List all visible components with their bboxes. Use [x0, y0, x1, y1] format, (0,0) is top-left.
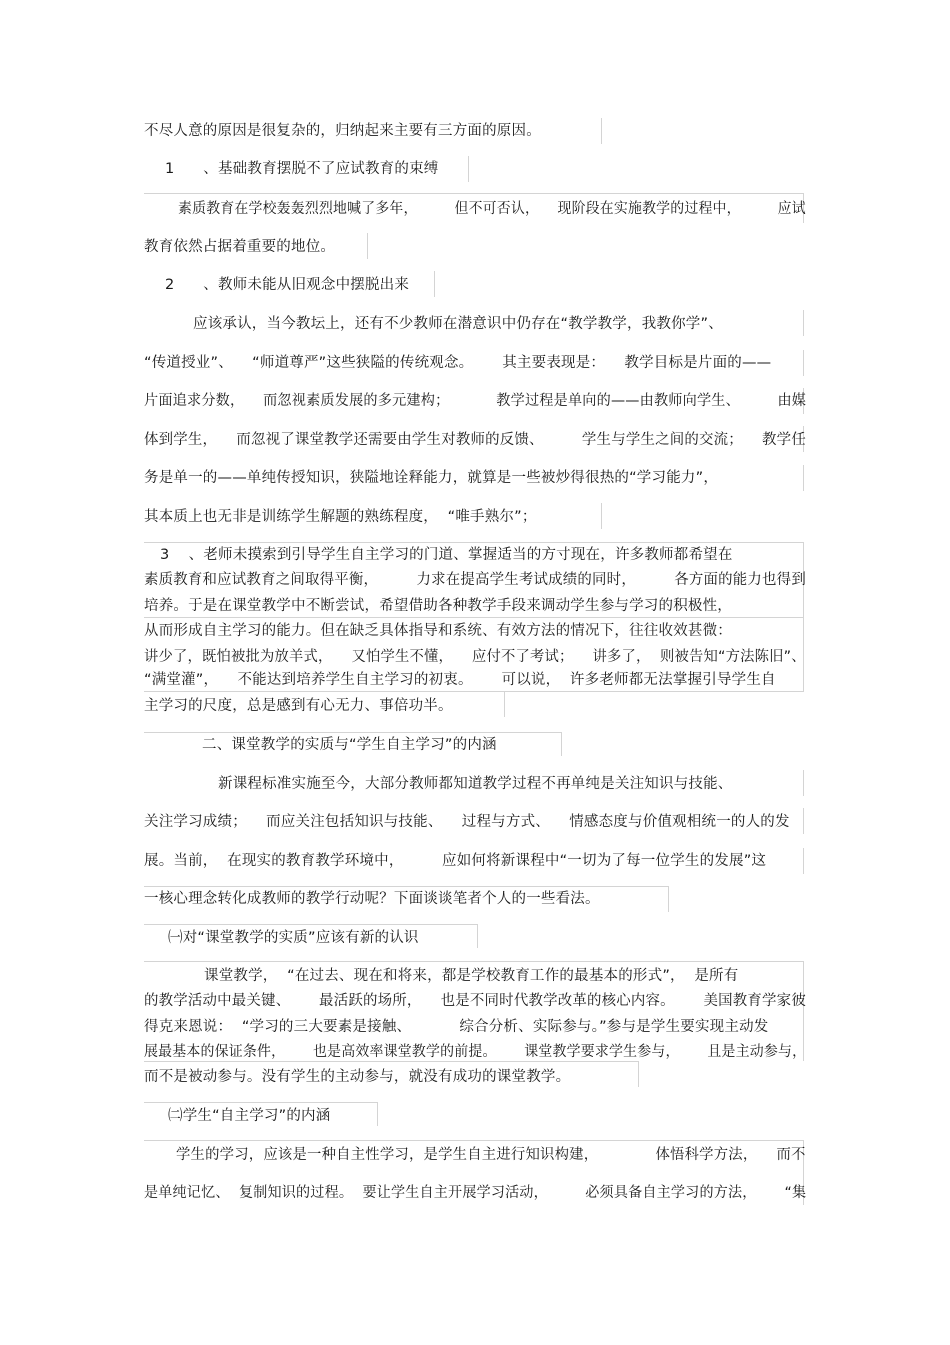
border-rule: [144, 193, 804, 194]
section-heading: 2 、教师未能从旧观念中摆脱出来: [165, 277, 410, 293]
border-rule: [144, 1102, 377, 1103]
border-rule: [144, 691, 804, 692]
text-line: 新课程标准实施至今，大部分教师都知道教学过程不再单纯是关注知识与技能、: [218, 776, 733, 792]
border-rule: [468, 156, 469, 182]
border-rule: [601, 118, 602, 144]
border-rule: [144, 1140, 804, 1141]
text-line: 培养。于是在课堂教学中不断尝试，希望借助各种教学手段来调动学生参与学习的积极性，: [144, 598, 732, 614]
border-rule: [144, 924, 478, 925]
text-line: 得克来恩说： “学习的三大要素是接触、 综合分析、实际参与。”参与是学生要实现主动发: [144, 1019, 769, 1035]
border-rule: [803, 770, 804, 796]
text-line: 讲少了，既怕被批为放羊式， 又怕学生不懂， 应付不了考试； 讲多了， 则被告知“方法陈旧”、: [144, 649, 806, 665]
section-heading: 1 、基础教育摆脱不了应试教育的束缚: [165, 161, 439, 177]
border-rule: [638, 1061, 639, 1087]
border-rule: [144, 732, 562, 733]
text-line: 应该承认，当今教坛上，还有不少教师在潜意识中仍存在“教学教学，我教你学”、: [193, 316, 723, 332]
text-line: 学生的学习，应该是一种自主性学习，是学生自主进行知识构建， 体悟科学方法， 而不: [176, 1147, 806, 1163]
border-rule: [144, 961, 804, 962]
text-line: 其本质上也无非是训练学生解题的熟练程度， “唯手熟尔”；: [144, 509, 537, 525]
border-rule: [803, 350, 804, 376]
text-line: 素质教育和应试教育之间取得平衡， 力求在提高学生考试成绩的同时， 各方面的能力也得到: [144, 572, 806, 588]
text-line: 不尽人意的原因是很复杂的，归纳起来主要有三方面的原因。: [144, 123, 541, 139]
border-rule: [668, 886, 669, 912]
border-rule: [367, 233, 368, 259]
text-line: 片面追求分数， 而忽视素质发展的多元建构； 教学过程是单向的——由教师向学生、 由媒: [144, 393, 807, 409]
border-rule: [377, 1102, 378, 1126]
text-line: 一核心理念转化成教师的教学行动呢？下面谈谈笔者个人的一些看法。: [144, 891, 600, 907]
section-heading: ㈠对“课堂教学的实质”应该有新的认识: [168, 930, 419, 946]
text-line: 是单纯记忆、 复制知识的过程。 要让学生自主开展学习活动， 必须具备自主学习的方法， “集: [144, 1185, 807, 1201]
text-line: 教育依然占据着重要的地位。: [144, 239, 336, 255]
text-line: 体到学生， 而忽视了课堂教学还需要由学生对教师的反馈、 学生与学生之间的交流； 教学任: [144, 432, 806, 448]
text-line: 主学习的尺度，总是感到有心无力、事倍功半。: [144, 698, 453, 714]
text-line: 务是单一的——单纯传授知识，狭隘地诠释能力，就算是一些被炒得很热的“学习能力”，: [144, 470, 719, 486]
border-rule: [803, 848, 804, 874]
text-line: “满堂灌”， 不能达到培养学生自主学习的初衷。 可以说， 许多老师都无法掌握引导学生自: [144, 672, 776, 688]
border-rule: [561, 732, 562, 756]
border-rule: [144, 617, 804, 618]
border-rule: [504, 691, 505, 717]
text-line: 素质教育在学校轰轰烈烈地喊了多年， 但不可否认， 现阶段在实施教学的过程中， 应试: [178, 201, 806, 217]
border-rule: [803, 808, 804, 834]
border-rule: [434, 271, 435, 297]
text-line: 而不是被动参与。没有学生的主动参与，就没有成功的课堂教学。: [144, 1069, 571, 1085]
border-rule: [477, 924, 478, 948]
section-heading: ㈡学生“自主学习”的内涵: [168, 1108, 331, 1124]
section-heading: 3 、老师未摸索到引导学生自主学习的门道、掌握适当的方寸现在，许多教师都希望在: [160, 547, 733, 563]
text-line: 展最基本的保证条件， 也是高效率课堂教学的前提。 课堂教学要求学生参与， 且是主动参与，: [144, 1044, 807, 1060]
text-line: 课堂教学， “在过去、现在和将来，都是学校教育工作的最基本的形式”， 是所有: [204, 968, 739, 984]
border-rule: [144, 886, 669, 887]
text-line: 的教学活动中最关键、 最活跃的场所， 也是不同时代教学改革的核心内容。 美国教育学家彼: [144, 993, 806, 1009]
border-rule: [803, 310, 804, 336]
border-rule: [144, 542, 804, 543]
text-line: 从而形成自主学习的能力。但在缺乏具体指导和系统、有效方法的情况下，往往收效甚微：: [144, 623, 732, 639]
section-heading: 二、课堂教学的实质与“学生自主学习”的内涵: [202, 737, 497, 753]
border-rule: [803, 465, 804, 491]
text-line: 展。当前， 在现实的教育教学环境中， 应如何将新课程中“一切为了每一位学生的发展”这: [144, 853, 767, 869]
border-rule: [601, 503, 602, 529]
text-line: 关注学习成绩； 而应关注包括知识与技能、 过程与方式、 情感态度与价值观相统一的人的发: [144, 814, 790, 830]
text-line: “传道授业”、 “师道尊严”这些狭隘的传统观念。 其主要表现是： 教学目标是片面的——: [144, 355, 772, 371]
